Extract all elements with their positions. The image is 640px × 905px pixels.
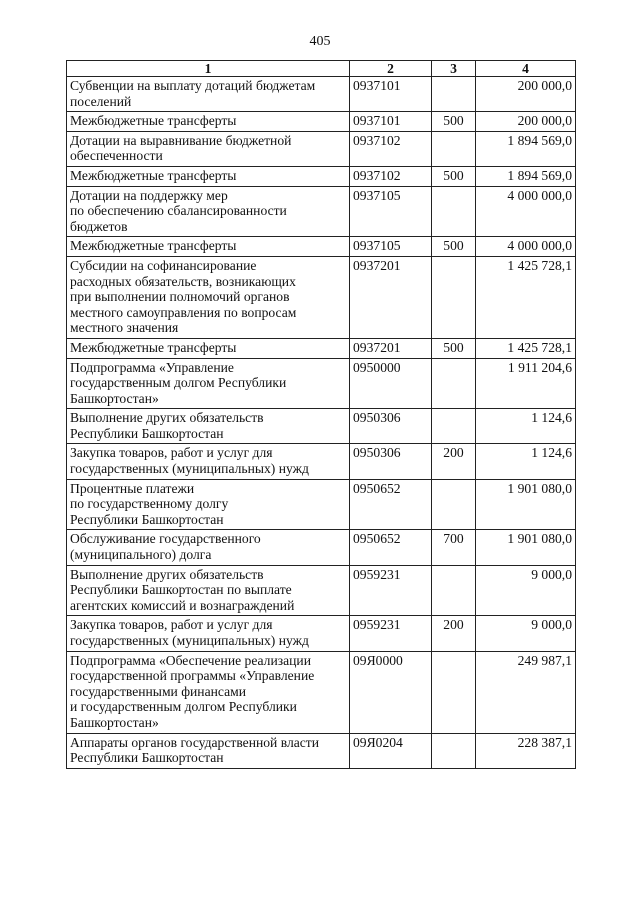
row-code: 0950306	[350, 409, 432, 444]
table-row	[67, 237, 576, 257]
row-name: Обслуживание государственного (муниципального) долга	[67, 530, 350, 565]
row-name: Аппараты органов государственной власти Республики Башкортостан	[67, 733, 350, 768]
table-row	[67, 733, 576, 768]
row-expense-type	[432, 186, 476, 237]
row-name: Субвенции на выплату дотаций бюджетам поселений	[67, 77, 350, 112]
row-expense-type: 500	[432, 237, 476, 257]
row-name: Выполнение других обязательств Республики Башкортостан	[67, 409, 350, 444]
row-code: 0937102	[350, 166, 432, 186]
column-header-3: 3	[432, 61, 476, 77]
row-amount: 1 894 569,0	[476, 131, 576, 166]
table-row	[67, 256, 576, 338]
row-amount: 200 000,0	[476, 112, 576, 132]
row-code: 0937102	[350, 131, 432, 166]
table-row	[67, 530, 576, 565]
row-expense-type	[432, 565, 476, 616]
table-row	[67, 186, 576, 237]
row-expense-type	[432, 131, 476, 166]
row-expense-type	[432, 409, 476, 444]
row-amount: 228 387,1	[476, 733, 576, 768]
row-code: 0950306	[350, 444, 432, 479]
page-number: 405	[309, 34, 331, 49]
table-row	[67, 479, 576, 530]
table-row	[67, 338, 576, 358]
row-expense-type	[432, 733, 476, 768]
row-code: 0937105	[350, 237, 432, 257]
row-name: Межбюджетные трансферты	[67, 112, 350, 132]
row-code: 0950652	[350, 530, 432, 565]
row-expense-type: 500	[432, 166, 476, 186]
row-name: Субсидии на софинансирование расходных обязательств, возникающих при выполнении полномочий органов местного самоуправления по вопросам местного значения	[67, 256, 350, 338]
row-expense-type	[432, 256, 476, 338]
row-amount: 1 894 569,0	[476, 166, 576, 186]
row-name: Дотации на выравнивание бюджетной обеспеченности	[67, 131, 350, 166]
row-code: 09Я0000	[350, 651, 432, 733]
row-expense-type: 500	[432, 112, 476, 132]
table-row	[67, 112, 576, 132]
row-name: Дотации на поддержку мер по обеспечению сбалансированности бюджетов	[67, 186, 350, 237]
row-amount: 1 425 728,1	[476, 338, 576, 358]
table-body	[67, 77, 576, 769]
row-expense-type: 700	[432, 530, 476, 565]
row-amount: 1 124,6	[476, 444, 576, 479]
header-row	[67, 61, 576, 77]
row-name: Межбюджетные трансферты	[67, 166, 350, 186]
row-name: Закупка товаров, работ и услуг для государственных (муниципальных) нужд	[67, 616, 350, 651]
row-amount: 249 987,1	[476, 651, 576, 733]
table-row	[67, 166, 576, 186]
row-amount: 1 124,6	[476, 409, 576, 444]
row-name: Закупка товаров, работ и услуг для государственных (муниципальных) нужд	[67, 444, 350, 479]
row-amount: 4 000 000,0	[476, 237, 576, 257]
row-expense-type: 200	[432, 616, 476, 651]
row-expense-type	[432, 77, 476, 112]
row-name: Межбюджетные трансферты	[67, 237, 350, 257]
row-expense-type	[432, 651, 476, 733]
row-code: 0937105	[350, 186, 432, 237]
row-amount: 1 901 080,0	[476, 530, 576, 565]
table-row	[67, 77, 576, 112]
budget-table	[66, 60, 576, 769]
row-amount: 1 425 728,1	[476, 256, 576, 338]
table-row	[67, 131, 576, 166]
table-row	[67, 651, 576, 733]
row-amount: 4 000 000,0	[476, 186, 576, 237]
column-header-2: 2	[350, 61, 432, 77]
row-expense-type	[432, 358, 476, 409]
row-code: 0937101	[350, 77, 432, 112]
table-row	[67, 409, 576, 444]
row-name: Подпрограмма «Управление государственным долгом Республики Башкортостан»	[67, 358, 350, 409]
row-expense-type: 500	[432, 338, 476, 358]
column-header-4: 4	[476, 61, 576, 77]
row-amount: 9 000,0	[476, 565, 576, 616]
row-amount: 1 911 204,6	[476, 358, 576, 409]
row-code: 0950000	[350, 358, 432, 409]
row-code: 0937201	[350, 256, 432, 338]
table-row	[67, 565, 576, 616]
table-row	[67, 616, 576, 651]
row-amount: 9 000,0	[476, 616, 576, 651]
row-code: 0937201	[350, 338, 432, 358]
row-code: 09Я0204	[350, 733, 432, 768]
row-expense-type	[432, 479, 476, 530]
row-name: Процентные платежи по государственному долгу Республики Башкортостан	[67, 479, 350, 530]
row-amount: 1 901 080,0	[476, 479, 576, 530]
table-row	[67, 358, 576, 409]
table-row	[67, 444, 576, 479]
row-code: 0959231	[350, 616, 432, 651]
column-header-1: 1	[67, 61, 350, 77]
row-name: Подпрограмма «Обеспечение реализации государственной программы «Управление государственными финансами и государственным долгом Республики Башкортостан»	[67, 651, 350, 733]
row-name: Выполнение других обязательств Республики Башкортостан по выплате агентских комиссий и вознаграждений	[67, 565, 350, 616]
row-name: Межбюджетные трансферты	[67, 338, 350, 358]
row-code: 0950652	[350, 479, 432, 530]
row-expense-type: 200	[432, 444, 476, 479]
row-amount: 200 000,0	[476, 77, 576, 112]
row-code: 0959231	[350, 565, 432, 616]
row-code: 0937101	[350, 112, 432, 132]
table-header	[67, 61, 576, 77]
